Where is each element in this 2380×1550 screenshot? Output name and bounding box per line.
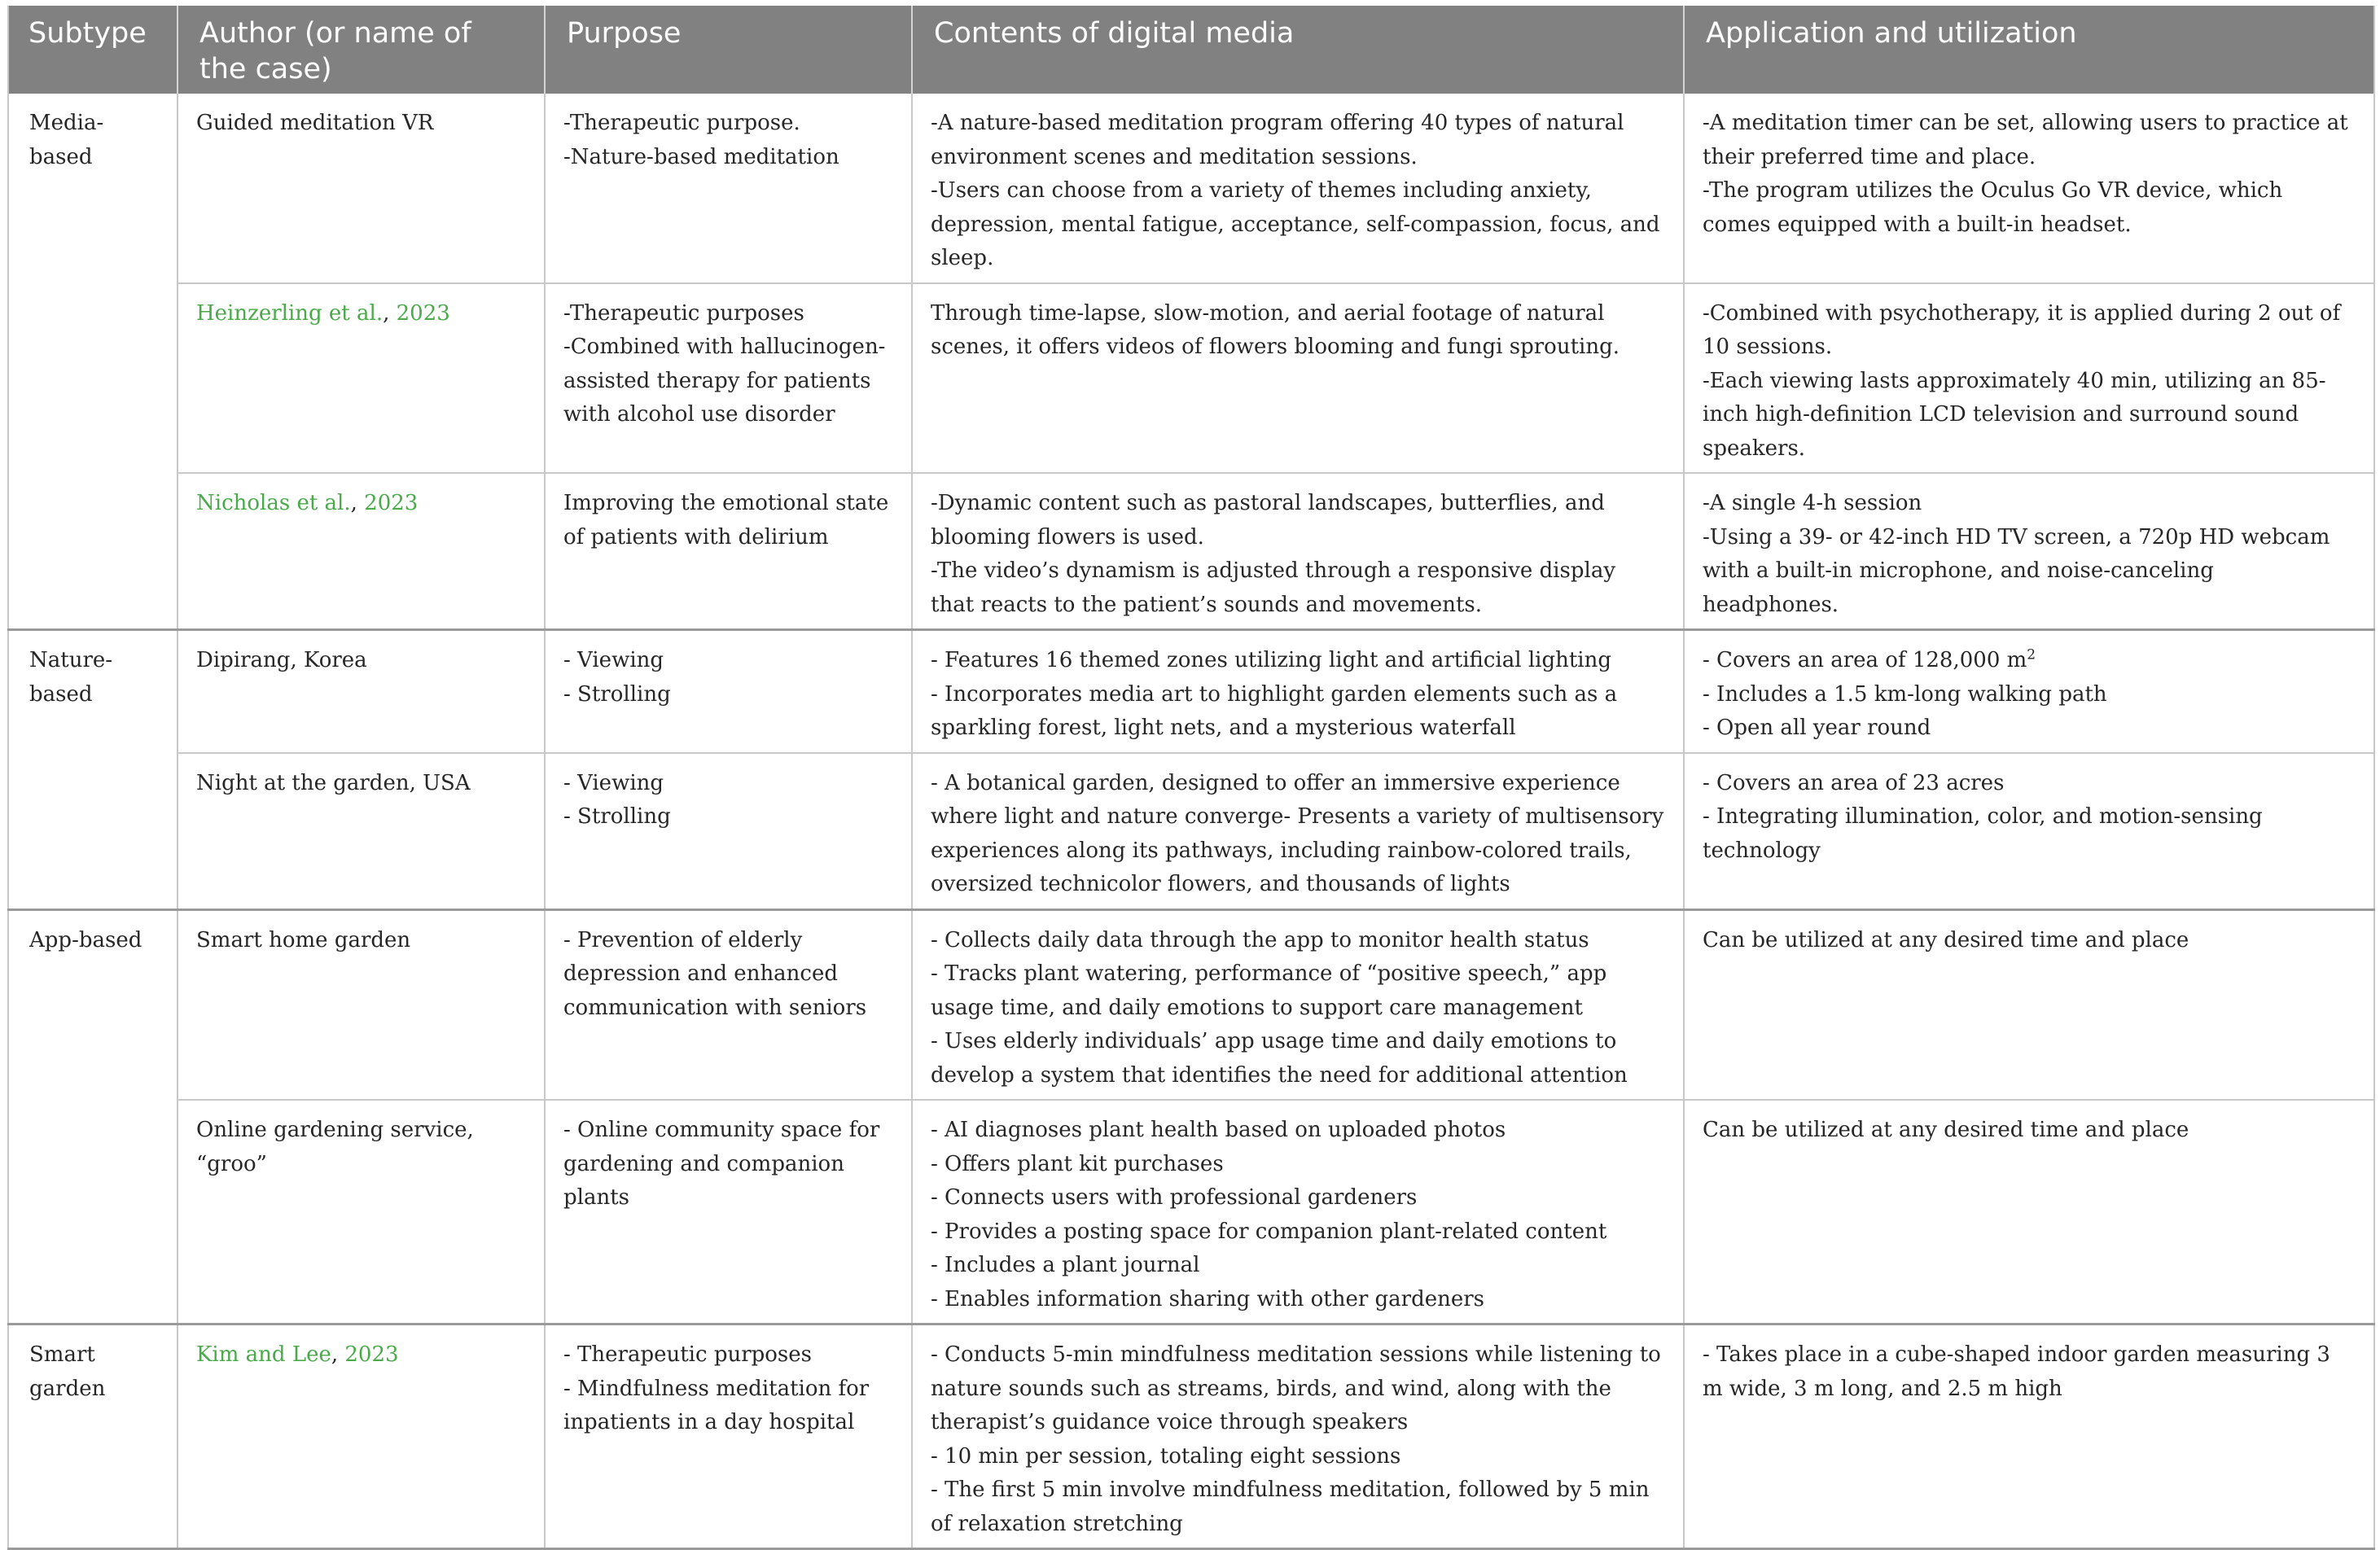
author-cell xyxy=(178,1325,545,1549)
contents-line: -The video’s dynamism is adjusted through a responsive display that reacts to the patient’s sounds and movements. xyxy=(931,558,1616,617)
contents-line: - Enables information sharing with other gardeners xyxy=(931,1286,1485,1311)
application-line: -A meditation timer can be set, allowing users to practice at their preferred time and place. xyxy=(1703,111,2348,169)
contents-cell xyxy=(912,473,1684,630)
table-row xyxy=(8,1100,2374,1325)
purpose-line: Improving the emotional state of patients with delirium xyxy=(563,491,889,550)
author-cell xyxy=(178,94,545,283)
contents-line: - Includes a plant journal xyxy=(931,1253,1200,1277)
citation-link[interactable]: Nicholas et al. xyxy=(196,491,351,515)
contents-cell xyxy=(912,630,1684,753)
purpose-line: - Online community space for gardening and companion plants xyxy=(563,1118,880,1210)
application-line xyxy=(1703,644,2356,678)
header-purpose: Purpose xyxy=(545,6,912,94)
purpose-line: -Therapeutic purposes xyxy=(563,300,804,326)
purpose-cell xyxy=(545,909,912,1100)
table-row xyxy=(8,473,2374,630)
author-text: Night at the garden, USA xyxy=(196,770,471,795)
digital-garden-cases-table xyxy=(7,6,2375,1550)
author-cell xyxy=(178,909,545,1100)
header-subtype: Subtype xyxy=(8,6,178,94)
purpose-cell xyxy=(545,630,912,753)
author-text: Guided meditation VR xyxy=(196,111,434,135)
purpose-line: - Viewing xyxy=(563,770,664,795)
contents-line: - Conducts 5-min mindfulness meditation sessions while listening to nature sounds such as streams, birds, and wind, along with the therapist’s guidance voice through speakers xyxy=(931,1342,1661,1434)
citation-separator: , xyxy=(331,1342,345,1367)
table-header-row xyxy=(8,6,2374,94)
application-cell xyxy=(1684,283,2374,474)
purpose-line: - Mindfulness meditation for inpatients in a day hospital xyxy=(563,1376,870,1434)
table-row xyxy=(8,94,2374,283)
application-line: -The program utilizes the Oculus Go VR device, which comes equipped with a built-in headset. xyxy=(1703,178,2283,237)
header-application: Application and utilization xyxy=(1684,6,2374,94)
purpose-line: - Therapeutic purposes xyxy=(563,1342,813,1367)
author-text: Online gardening service, “groo” xyxy=(196,1118,474,1176)
author-cell xyxy=(178,1100,545,1325)
purpose-cell xyxy=(545,1100,912,1325)
contents-line: - Features 16 themed zones utilizing light and artificial lighting xyxy=(931,648,1611,672)
purpose-line: - Prevention of elderly depression and enhanced communication with seniors xyxy=(563,927,867,1020)
application-line: Can be utilized at any desired time and place xyxy=(1703,927,2189,952)
author-cell xyxy=(178,753,545,910)
purpose-cell xyxy=(545,753,912,910)
application-cell xyxy=(1684,473,2374,630)
application-cell xyxy=(1684,753,2374,910)
purpose-line: - Strolling xyxy=(563,804,671,829)
subtype-cell: Media-based xyxy=(29,111,104,169)
contents-cell xyxy=(912,1325,1684,1549)
citation-link[interactable]: Kim and Lee xyxy=(196,1342,331,1367)
contents-cell xyxy=(912,94,1684,283)
header-author: Author (or name of the case) xyxy=(178,6,545,94)
citation-separator: , xyxy=(383,300,397,326)
contents-line: - A botanical garden, designed to offer an immersive experience where light and nature converge- Presents a variety of multisensory experiences along its pathways, including rainbow-colored trails, oversized technicolor flowers, and thousands of lights xyxy=(931,770,1664,896)
author-text: Smart home garden xyxy=(196,927,411,952)
application-line: -Using a 39- or 42-inch HD TV screen, a 720p HD webcam with a built-in microphone, and noise-canceling headphones. xyxy=(1703,524,2330,617)
citation-year-link[interactable]: 2023 xyxy=(344,1342,399,1367)
application-line: - Takes place in a cube-shaped indoor garden measuring 3 m wide, 3 m long, and 2.5 m high xyxy=(1703,1342,2330,1401)
area-superscript: 2 xyxy=(2027,646,2036,663)
citation-link[interactable]: Heinzerling et al. xyxy=(196,300,384,326)
area-text: - Covers an area of 128,000 m xyxy=(1703,648,2027,672)
purpose-cell xyxy=(545,1325,912,1549)
table-row xyxy=(8,283,2374,474)
author-text: Dipirang, Korea xyxy=(196,648,367,672)
contents-line: -Users can choose from a variety of themes including anxiety, depression, mental fatigue, acceptance, self-compassion, focus, and sleep. xyxy=(931,178,1660,270)
contents-line: -A nature-based meditation program offering 40 types of natural environment scenes and meditation sessions. xyxy=(931,111,1624,169)
purpose-cell xyxy=(545,473,912,630)
purpose-line: -Nature-based meditation xyxy=(563,144,839,169)
purpose-line: -Therapeutic purpose. xyxy=(563,111,800,135)
purpose-line: - Viewing xyxy=(563,648,664,672)
table-row xyxy=(8,630,2374,753)
contents-line: -Dynamic content such as pastoral landscapes, butterflies, and blooming flowers is used. xyxy=(931,491,1605,550)
contents-cell xyxy=(912,283,1684,474)
application-cell xyxy=(1684,630,2374,753)
purpose-cell xyxy=(545,94,912,283)
author-cell xyxy=(178,283,545,474)
header-contents: Contents of digital media xyxy=(912,6,1684,94)
contents-line: - AI diagnoses plant health based on uploaded photos xyxy=(931,1118,1506,1142)
contents-cell xyxy=(912,909,1684,1100)
table-row xyxy=(8,753,2374,910)
contents-line: - Provides a posting space for companion plant-related content xyxy=(931,1219,1607,1244)
application-line: -Each viewing lasts approximately 40 min, utilizing an 85-inch high-definition LCD television and surround sound speakers. xyxy=(1703,368,2326,461)
application-line: - Includes a 1.5 km-long walking path xyxy=(1703,681,2107,707)
contents-line: - Uses elderly individuals’ app usage time and daily emotions to develop a system that identifies the need for additional attention xyxy=(931,1029,1628,1088)
contents-line: - Tracks plant watering, performance of “positive speech,” app usage time, and daily emotions to support care management xyxy=(931,961,1607,1020)
purpose-cell xyxy=(545,283,912,474)
contents-cell xyxy=(912,753,1684,910)
contents-line: - Connects users with professional gardeners xyxy=(931,1185,1418,1210)
application-line: - Open all year round xyxy=(1703,716,1931,740)
contents-line: - Incorporates media art to highlight garden elements such as a sparkling forest, light nets, and a mysterious waterfall xyxy=(931,681,1618,740)
application-line: -A single 4-h session xyxy=(1703,491,1922,515)
contents-line: - Collects daily data through the app to monitor health status xyxy=(931,927,1589,952)
subtype-cell: Smart garden xyxy=(8,1325,178,1549)
subtype-cell: App-based xyxy=(8,909,178,1325)
application-line: - Integrating illumination, color, and motion-sensing technology xyxy=(1703,804,2263,863)
table-row xyxy=(8,909,2374,1100)
contents-line: - The first 5 min involve mindfulness meditation, followed by 5 min of relaxation stretching xyxy=(931,1478,1650,1536)
citation-year-link[interactable]: 2023 xyxy=(364,491,419,515)
citation-separator: , xyxy=(350,491,365,515)
purpose-line: -Combined with hallucinogen-assisted therapy for patients with alcohol use disorder xyxy=(563,335,886,427)
application-cell xyxy=(1684,1325,2374,1549)
contents-line: Through time-lapse, slow-motion, and aerial footage of natural scenes, it offers videos of flowers blooming and fungi sprouting. xyxy=(931,300,1620,359)
application-line: -Combined with psychotherapy, it is applied during 2 out of 10 sessions. xyxy=(1703,300,2341,359)
contents-line: - 10 min per session, totaling eight sessions xyxy=(931,1443,1401,1469)
author-cell xyxy=(178,630,545,753)
subtype-cell: Nature-based xyxy=(8,630,178,910)
contents-line: - Offers plant kit purchases xyxy=(931,1151,1224,1176)
application-cell xyxy=(1684,1100,2374,1325)
application-line: - Covers an area of 23 acres xyxy=(1703,770,2005,795)
purpose-line: - Strolling xyxy=(563,681,671,707)
application-cell xyxy=(1684,94,2374,283)
citation-year-link[interactable]: 2023 xyxy=(396,300,450,326)
contents-cell xyxy=(912,1100,1684,1325)
application-cell xyxy=(1684,909,2374,1100)
table-row xyxy=(8,1325,2374,1549)
application-line: Can be utilized at any desired time and place xyxy=(1703,1118,2189,1142)
author-cell xyxy=(178,473,545,630)
